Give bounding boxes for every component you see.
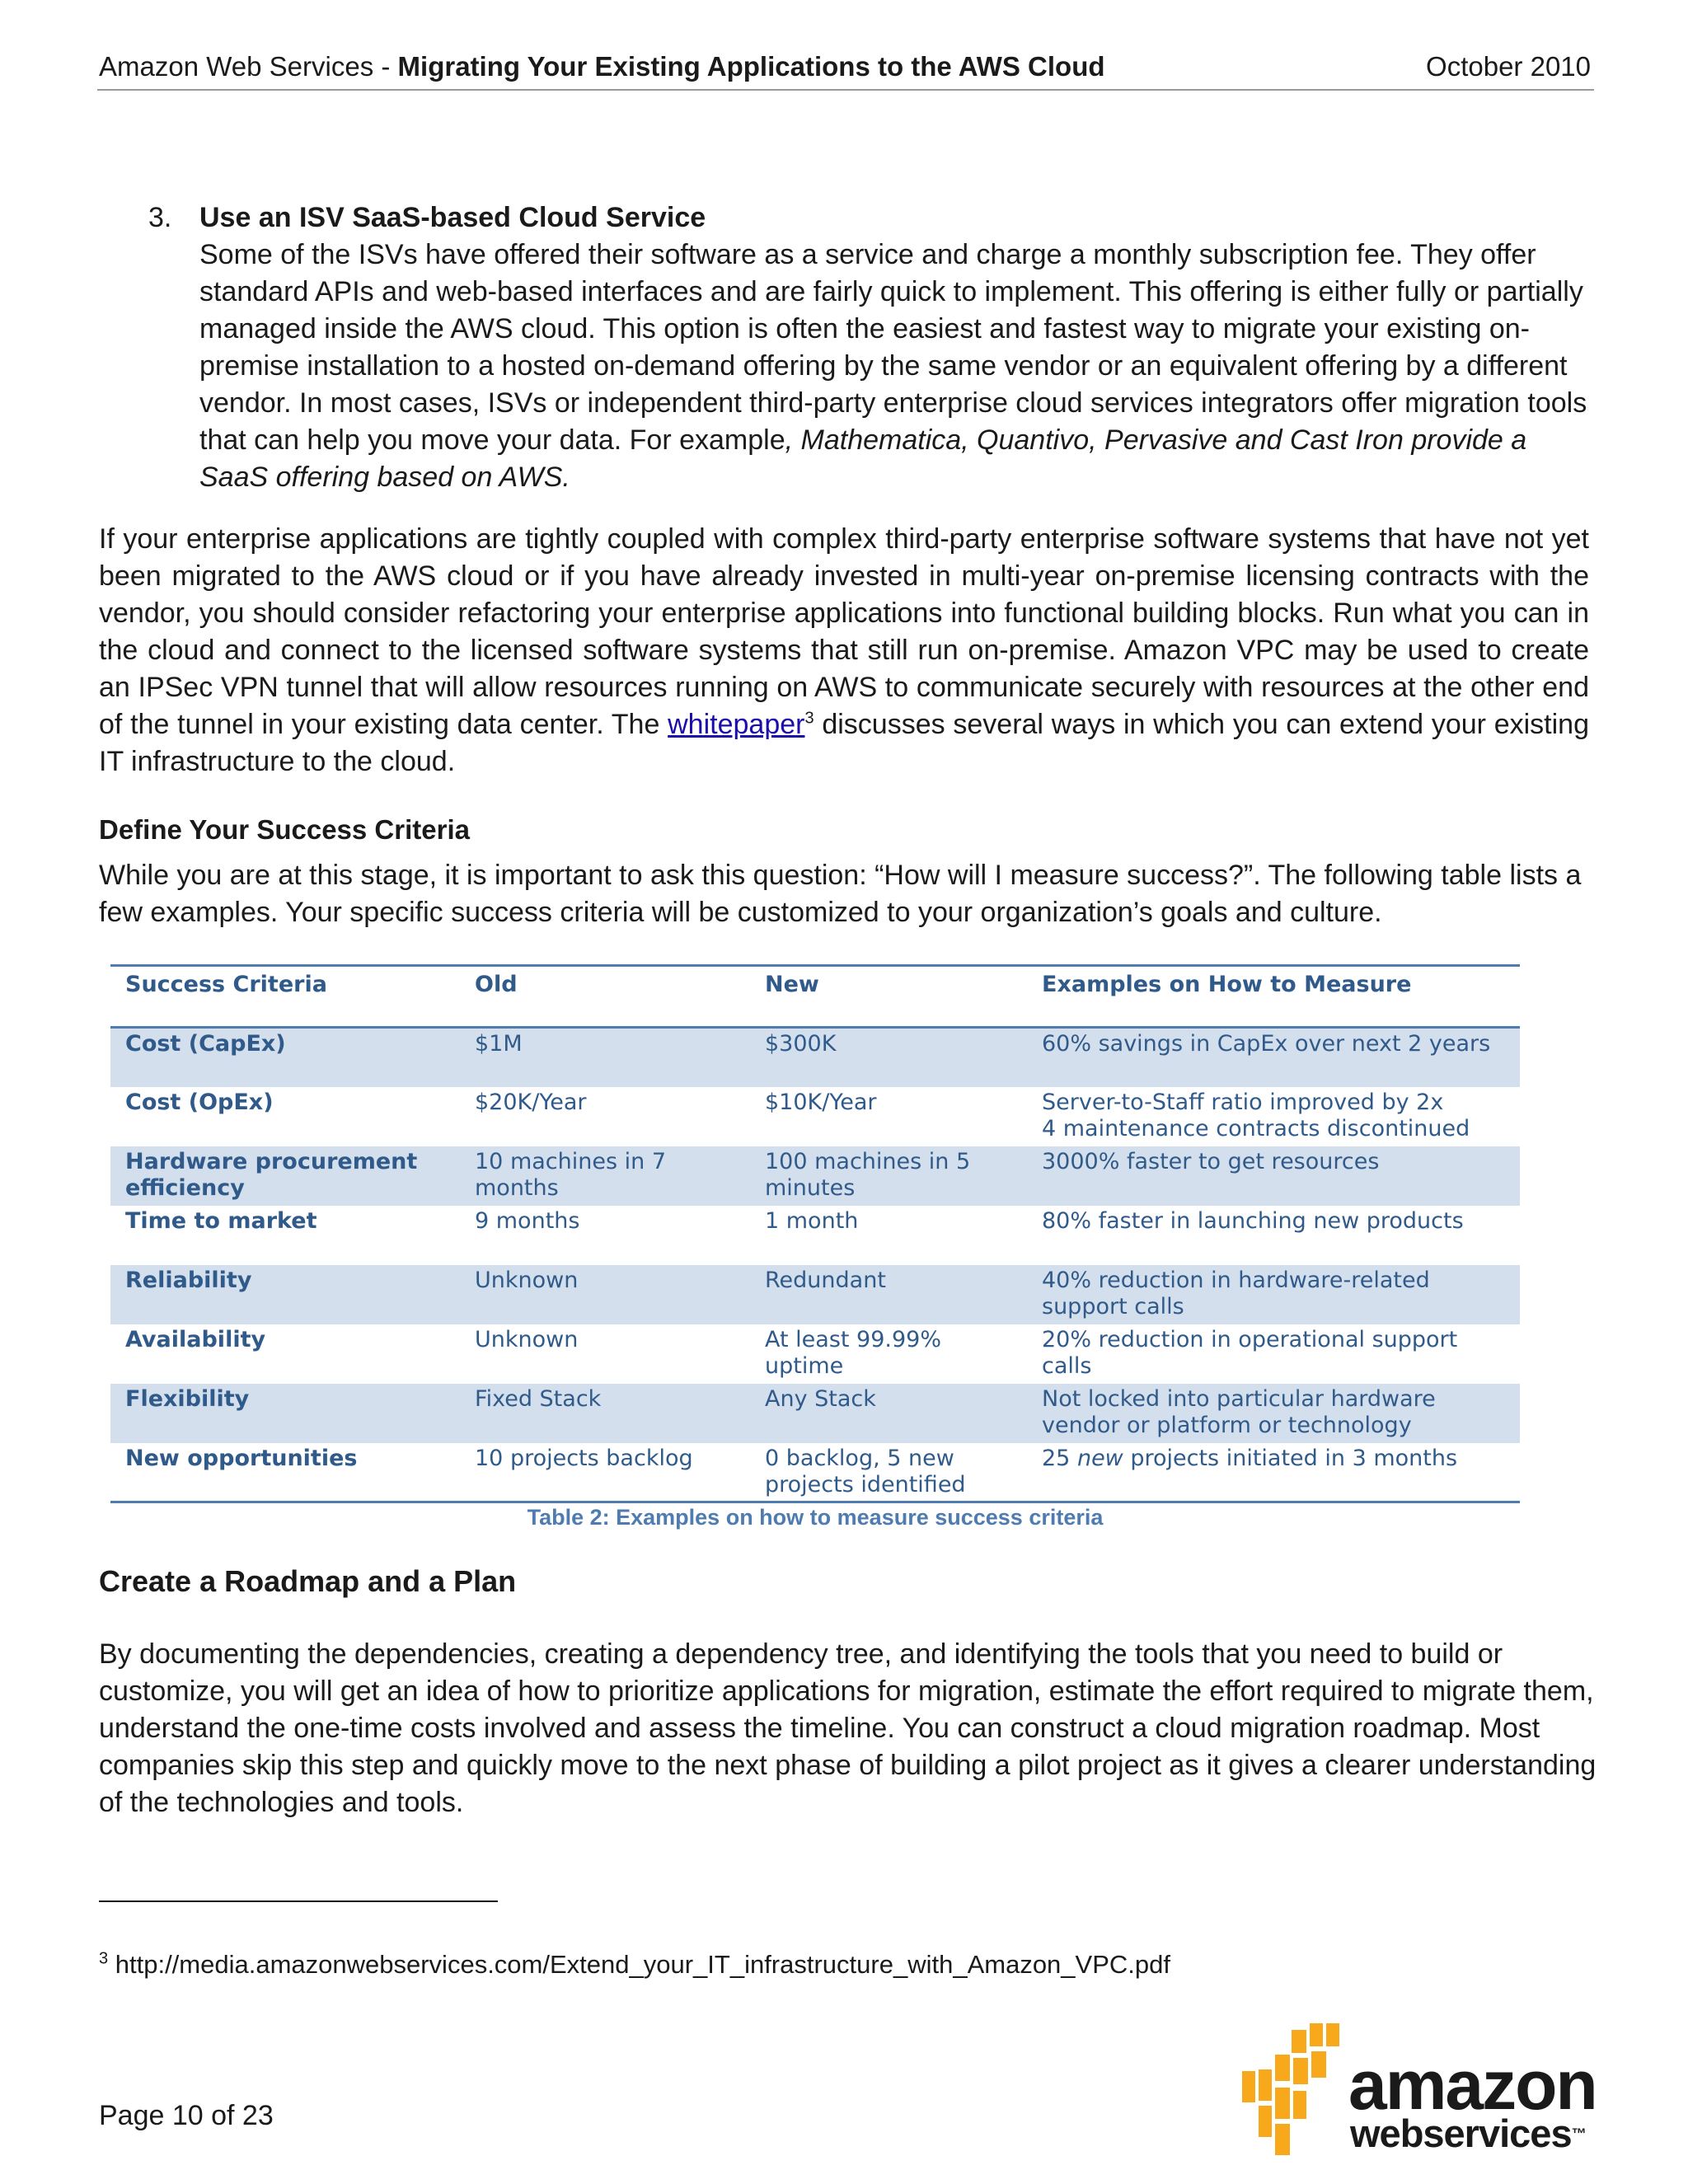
cell-measure: 20% reduction in operational support calls [1042, 1326, 1458, 1379]
table-row [110, 1028, 1520, 1087]
cell-new: 1 month [765, 1207, 859, 1234]
whitepaper-link[interactable]: whitepaper [668, 709, 805, 740]
table-row [110, 1087, 1520, 1146]
cell-criteria: Availability [125, 1326, 266, 1352]
cell-new: $300K [750, 1028, 1027, 1087]
table-row [110, 1443, 1520, 1502]
footnote-ref[interactable]: 3 [804, 709, 814, 728]
header-date: October 2010 [1426, 51, 1591, 82]
cell-criteria: Time to market [125, 1207, 317, 1234]
cell-measure: 25 new projects initiated in 3 months [1042, 1445, 1458, 1471]
table-caption: Table 2: Examples on how to measure success criteria [527, 1505, 1104, 1530]
cell-old: Unknown [460, 1265, 750, 1324]
cell-old: 10 projects backlog [475, 1445, 693, 1471]
col-header-new: New [750, 966, 1027, 1028]
cell-old: $20K/Year [475, 1089, 587, 1115]
cell-new: $10K/Year [765, 1089, 877, 1115]
cell-criteria: Hardware procurement efficiency [110, 1146, 460, 1206]
cell-criteria: Cost (CapEx) [110, 1028, 460, 1087]
cell-measure: Server-to-Staff ratio improved by 2x 4 maintenance contracts discontinued [1042, 1089, 1470, 1141]
paragraph-refactoring: If your enterprise applications are tightly coupled with complex third-party enterprise software systems that have not yet been migrated to the AWS cloud or if you have already invested in multi-year on-premise licensing contracts with the vendor, you should consider refactoring your enterprise applications into functional building blocks. Run what you can in the cloud and connect to the licensed software systems that still run on-premise. Amazon VPC may be used to create an IPSec VPN tunnel that will allow resources running on AWS to communicate securely with resources at the other end of the tunnel in your existing data center. The whitepaper$^3$ discusses several ways in which you can extend your existing IT infrastructure to the cloud. [99, 523, 1589, 777]
cell-old: $1M [460, 1028, 750, 1087]
cell-measure: 40% reduction in hardware-related support calls [1027, 1265, 1520, 1324]
cell-new: At least 99.99% uptime [765, 1326, 942, 1379]
cell-criteria: Cost (OpEx) [125, 1089, 274, 1115]
col-header-criteria: Success Criteria [110, 966, 460, 1028]
footnote [99, 1950, 1170, 1980]
aws-cubes-icon [1238, 2021, 1345, 2159]
cell-criteria: New opportunities [125, 1445, 358, 1471]
table-row [110, 1384, 1520, 1443]
document-title: Migrating Your Existing Applications to the AWS Cloud [397, 51, 1105, 82]
heading-success-criteria: Define Your Success Criteria [99, 814, 470, 845]
cell-criteria: Reliability [110, 1265, 460, 1324]
table-row [110, 1324, 1520, 1384]
table-header-row [110, 966, 1520, 1028]
table-row [110, 1206, 1520, 1265]
cell-measure: 60% savings in CapEx over next 2 years [1027, 1028, 1520, 1087]
logo-word-amazon: amazon [1348, 2046, 1597, 2124]
footnote-number: 3 [99, 1949, 109, 1968]
col-header-old: Old [460, 966, 750, 1028]
col-header-measure: Examples on How to Measure [1027, 966, 1520, 1028]
page-number: Page 10 of 23 [99, 2100, 274, 2131]
paragraph-roadmap: By documenting the dependencies, creating a dependency tree, and identifying the tools that you need to build or customize, you will get an idea of how to prioritize applications for migration, estimate the effort required to migrate them, understand the one-time costs involved and assess the timeline. You can construct a cloud migration roadmap. Most companies skip this step and quickly move to the next phase of building a pilot project as it gives a clearer understanding of the technologies and tools. [99, 1638, 1597, 1818]
cell-criteria: Flexibility [110, 1384, 460, 1443]
list-item-body-italic: , Mathematica, Quantivo, Pervasive and Cast Iron provide a SaaS offering based on AWS. [199, 424, 1527, 493]
cell-measure: 80% faster in launching new products [1042, 1207, 1464, 1234]
amazon-web-services-logo [1238, 2021, 1597, 2159]
cell-old: Fixed Stack [460, 1384, 750, 1443]
cell-old: Unknown [475, 1326, 579, 1352]
cell-old: 9 months [475, 1207, 580, 1234]
footnote-url: http://media.amazonwebservices.com/Extend_your_IT_infrastructure_with_Amazon_VPC.pdf [115, 1950, 1170, 1979]
heading-roadmap: Create a Roadmap and a Plan [99, 1564, 517, 1598]
page-header [97, 49, 1594, 91]
table-row [110, 1146, 1520, 1206]
header-left: Amazon Web Services - Migrating Your Existing Applications to the AWS Cloud [99, 51, 1105, 82]
cell-old: 10 machines in 7 months [460, 1146, 750, 1206]
cell-new: Redundant [750, 1265, 1027, 1324]
list-number: 3. [148, 202, 172, 233]
cell-new: Any Stack [750, 1384, 1027, 1443]
cell-measure: Not locked into particular hardware vendor or platform or technology [1027, 1384, 1520, 1443]
table-row [110, 1265, 1520, 1324]
cell-measure: 3000% faster to get resources [1027, 1146, 1520, 1206]
cell-new: 100 machines in 5 minutes [750, 1146, 1027, 1206]
list-item-title: Use an ISV SaaS-based Cloud Service [199, 202, 706, 233]
list-item-body: Some of the ISVs have offered their software as a service and charge a monthly subscription fee. They offer standard APIs and web-based interfaces and are fairly quick to implement. This offering is either fully or partially managed inside the AWS cloud. This option is often the easiest and fastest way to migrate your existing on-premise installation to a hosted on-demand offering by the same vendor or an equivalent offering by a different vendor. In most cases, ISVs or independent third-party enterprise cloud services integrators offer migration tools that can help you move your data. For example, Mathematica, Quantivo, Pervasive and Cast Iron provide a SaaS offering based on AWS. [199, 239, 1587, 493]
paragraph-success-intro: While you are at this stage, it is important to ask this question: “How will I measure success?”. The following table lists a few examples. Your specific success criteria will be customized to your organization’s goals and culture. [99, 860, 1582, 928]
success-criteria-table [110, 964, 1520, 1503]
footnote-separator [99, 1900, 498, 1902]
logo-word-webservices: webservices™ [1350, 2111, 1586, 2155]
cell-new: 0 backlog, 5 new projects identified [765, 1445, 966, 1497]
list-content [199, 199, 1597, 496]
